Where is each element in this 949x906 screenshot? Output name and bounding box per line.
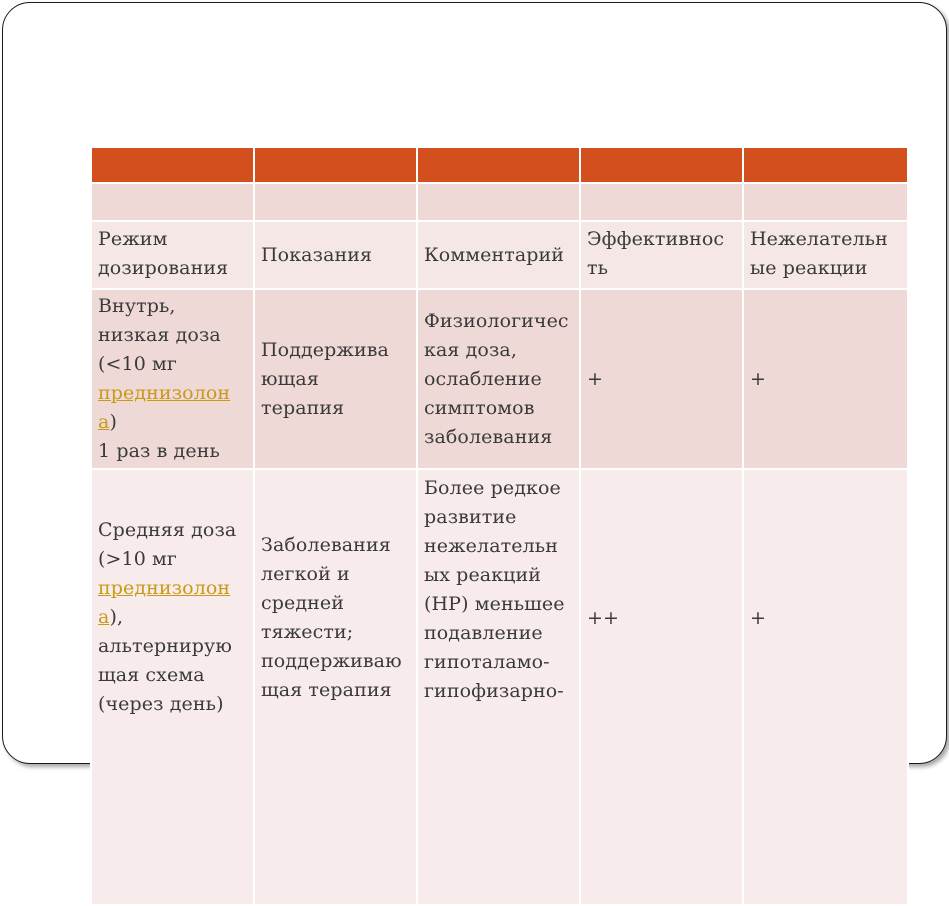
table-row bbox=[91, 469, 908, 905]
header-cell bbox=[417, 147, 580, 183]
header-cell bbox=[91, 147, 254, 183]
column-labels-row bbox=[91, 221, 908, 289]
column-label-comment: Комментарий bbox=[417, 221, 580, 289]
empty-cell bbox=[417, 183, 580, 221]
regimen-text: ), альтернирую щая схема (через день) bbox=[98, 606, 232, 715]
comment-cell: Более редкое развитие нежелательн ых реакций (НР) меньшее подавление гипоталамо- гипофизарно- bbox=[417, 469, 580, 905]
empty-cell bbox=[743, 183, 908, 221]
column-label-adverse: Нежелательн ые реакции bbox=[743, 221, 908, 289]
prednisolone-link[interactable]: преднизолон а bbox=[98, 577, 231, 628]
header-cell bbox=[580, 147, 743, 183]
header-cell bbox=[743, 147, 908, 183]
indications-cell: Заболевания легкой и средней тяжести; поддерживаю щая терапия bbox=[254, 469, 417, 905]
prednisolone-link[interactable]: преднизолон а bbox=[98, 382, 231, 433]
efficacy-cell: ++ bbox=[580, 469, 743, 905]
empty-cell bbox=[254, 183, 417, 221]
regimen-text: Средняя доза (>10 мг bbox=[98, 519, 237, 570]
column-label-indications: Показания bbox=[254, 221, 417, 289]
header-cell bbox=[254, 147, 417, 183]
adverse-cell: + bbox=[743, 289, 908, 469]
regimen-cell bbox=[91, 469, 254, 905]
table-row bbox=[91, 289, 908, 469]
regimen-text: Внутрь, низкая доза (<10 мг bbox=[98, 295, 221, 375]
regimen-cell bbox=[91, 289, 254, 469]
dosing-table bbox=[90, 146, 909, 906]
column-label-efficacy: Эффективнос ть bbox=[580, 221, 743, 289]
regimen-text: ) 1 раз в день bbox=[98, 411, 220, 462]
adverse-cell: + bbox=[743, 469, 908, 905]
empty-cell bbox=[580, 183, 743, 221]
table-header-bar bbox=[91, 147, 908, 183]
indications-cell: Поддержива ющая терапия bbox=[254, 289, 417, 469]
comment-cell: Физиологичес кая доза, ослабление симптомов заболевания bbox=[417, 289, 580, 469]
empty-cell bbox=[91, 183, 254, 221]
column-label-regimen: Режим дозирования bbox=[91, 221, 254, 289]
blank-row bbox=[91, 183, 908, 221]
efficacy-cell: + bbox=[580, 289, 743, 469]
